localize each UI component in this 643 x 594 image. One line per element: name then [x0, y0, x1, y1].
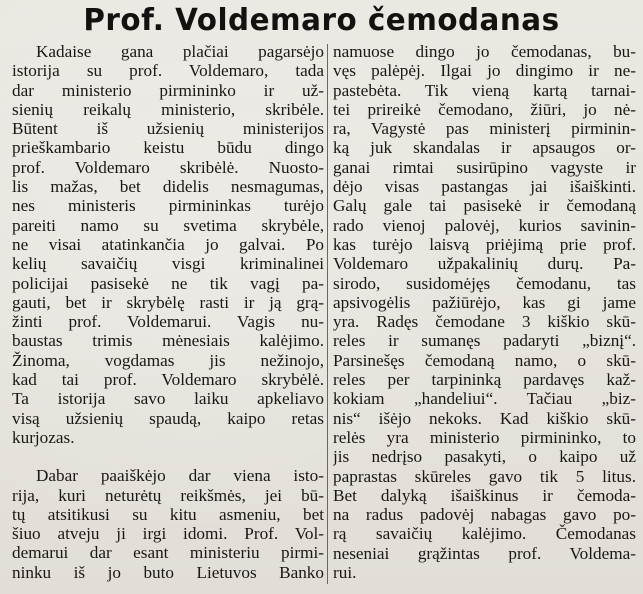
text-line: paprastas skūreles gavo tik 5 litus. — [333, 466, 636, 486]
text-line: ne visai atatinkančia jo galvai. Po — [12, 234, 324, 254]
text-line: gauti, bet ir skrybėlę rasti ir ją grą- — [12, 292, 324, 312]
text-line: dar ministerio pirmininko ir už- — [12, 80, 324, 100]
text-line: demarui dar esant ministeriu pirmi- — [12, 543, 324, 563]
left-column — [12, 42, 324, 582]
text-line: reles ir sumanęs padaryti „biznį“. — [333, 331, 636, 351]
text-line: visą užsienių spaudą, kaipo retas — [12, 408, 324, 428]
text-line: vęs palėpėj. Ilgai jo dingimo ir ne- — [333, 61, 636, 81]
text-line: Bet dalyką išaiškinus ir čemoda- — [333, 485, 636, 505]
text-line: nes ministeris pirmininkas turėjo — [12, 196, 324, 216]
text-line: žinti prof. Voldemarui. Vagis nu- — [12, 312, 324, 332]
text-line: baustas trimis mėnesiais kalėjimo. — [12, 331, 324, 351]
text-line: pastebėta. Tik vieną kartą tarnai- — [333, 80, 636, 100]
text-line: tei prireikė čemodano, žiūri, jo nė- — [333, 99, 636, 119]
text-line: tų atsitikusi su kitu asmeniu, bet — [12, 504, 324, 524]
text-line: jis nedrįso pasakyti, o kaipo už — [333, 447, 636, 467]
text-line: Žinoma, vogdamas jis nežinojo, — [12, 350, 324, 370]
text-line: kad tai prof. Voldemaro skrybėlė. — [12, 370, 324, 390]
text-line: kelių savaičių visgi kriminalinei — [12, 254, 324, 274]
text-line: policijai pasisekė ne tik vagį pa- — [12, 273, 324, 293]
text-line: reles per tarpininką pardavęs kaž- — [333, 370, 636, 390]
text-line: sienių reikalų ministerio, skribėle. — [12, 99, 324, 119]
text-line: istorija su prof. Voldemaro, tada — [12, 61, 324, 81]
text-line: apsivogėlis pažiūrėjo, kas gi jame — [333, 292, 636, 312]
text-line: Kadaise gana plačiai pagarsėjo — [36, 42, 324, 61]
text-line: kas turėjo laisvą priėjimą prie prof. — [333, 234, 636, 254]
text-line: pareiti namo su svetima skrybėle, — [12, 215, 324, 235]
text-line: Dabar paaiškėjo dar viena isto- — [36, 466, 324, 486]
headline: Prof. Voldemaro čemodanas — [83, 3, 560, 38]
text-line: relės yra ministerio pirmininko, to — [333, 427, 636, 447]
text-line: neseniai grąžintas prof. Voldema- — [333, 543, 636, 563]
text-line: namuose dingo jo čemodanas, bu- — [333, 42, 636, 61]
text-line: Ta istorija savo laiku apkeliavo — [12, 389, 324, 409]
text-line: rija, kuri neturėtų reikšmės, jei bū- — [12, 485, 324, 505]
text-line: ką juk skandalas ir apsaugos or- — [333, 138, 636, 158]
text-line: yra. Radęs čemodane 3 kiškio skū- — [333, 312, 636, 332]
text-line: ninku iš jo buto Lietuvos Banko — [12, 562, 324, 582]
text-line: prieškambario keistu būdu dingo — [12, 138, 324, 158]
text-line: rado vienoj palovėj, kurios savinin- — [333, 215, 636, 235]
paragraph-gap — [12, 447, 324, 466]
text-line: sirodo, susidomėjęs čemodanu, tas — [333, 273, 636, 293]
text-line: Parsinešęs čemodaną namo, o skū- — [333, 350, 636, 370]
text-line: Būtent iš užsienių ministerijos — [12, 119, 324, 139]
right-column — [333, 42, 636, 582]
text-line: Galų gale tai pasisekė ir čemodaną — [333, 196, 636, 216]
text-line: lis mažas, bet didelis nesmagumas, — [12, 177, 324, 197]
text-line: šiuo atveju ji irgi idomi. Prof. Vol- — [12, 524, 324, 544]
text-line: dėjo visas pastangas jai išaiškinti. — [333, 177, 636, 197]
column-divider — [327, 44, 328, 584]
text-line: nis“ išėjo nekoks. Kad kiškio skū- — [333, 408, 636, 428]
text-line: na radus padovėj nabagas gavo po- — [333, 505, 636, 525]
text-line: rui. — [333, 563, 357, 583]
text-line: ra, Vagystė pas ministerį pirminin- — [333, 119, 636, 139]
text-line: ganai rimtai susirūpino vagyste ir — [333, 157, 636, 177]
text-line: kurjozas. — [12, 427, 75, 447]
text-line: kokiam „handeliui“. Tačiau „biz- — [333, 389, 636, 409]
text-line: prof. Voldemaro skribėlė. Nuosto- — [12, 157, 324, 177]
text-line: Voldemaro užpakalinių durų. Pa- — [333, 254, 636, 274]
text-line: rą savaičių kalėjimo. Čemodanas — [333, 524, 636, 544]
